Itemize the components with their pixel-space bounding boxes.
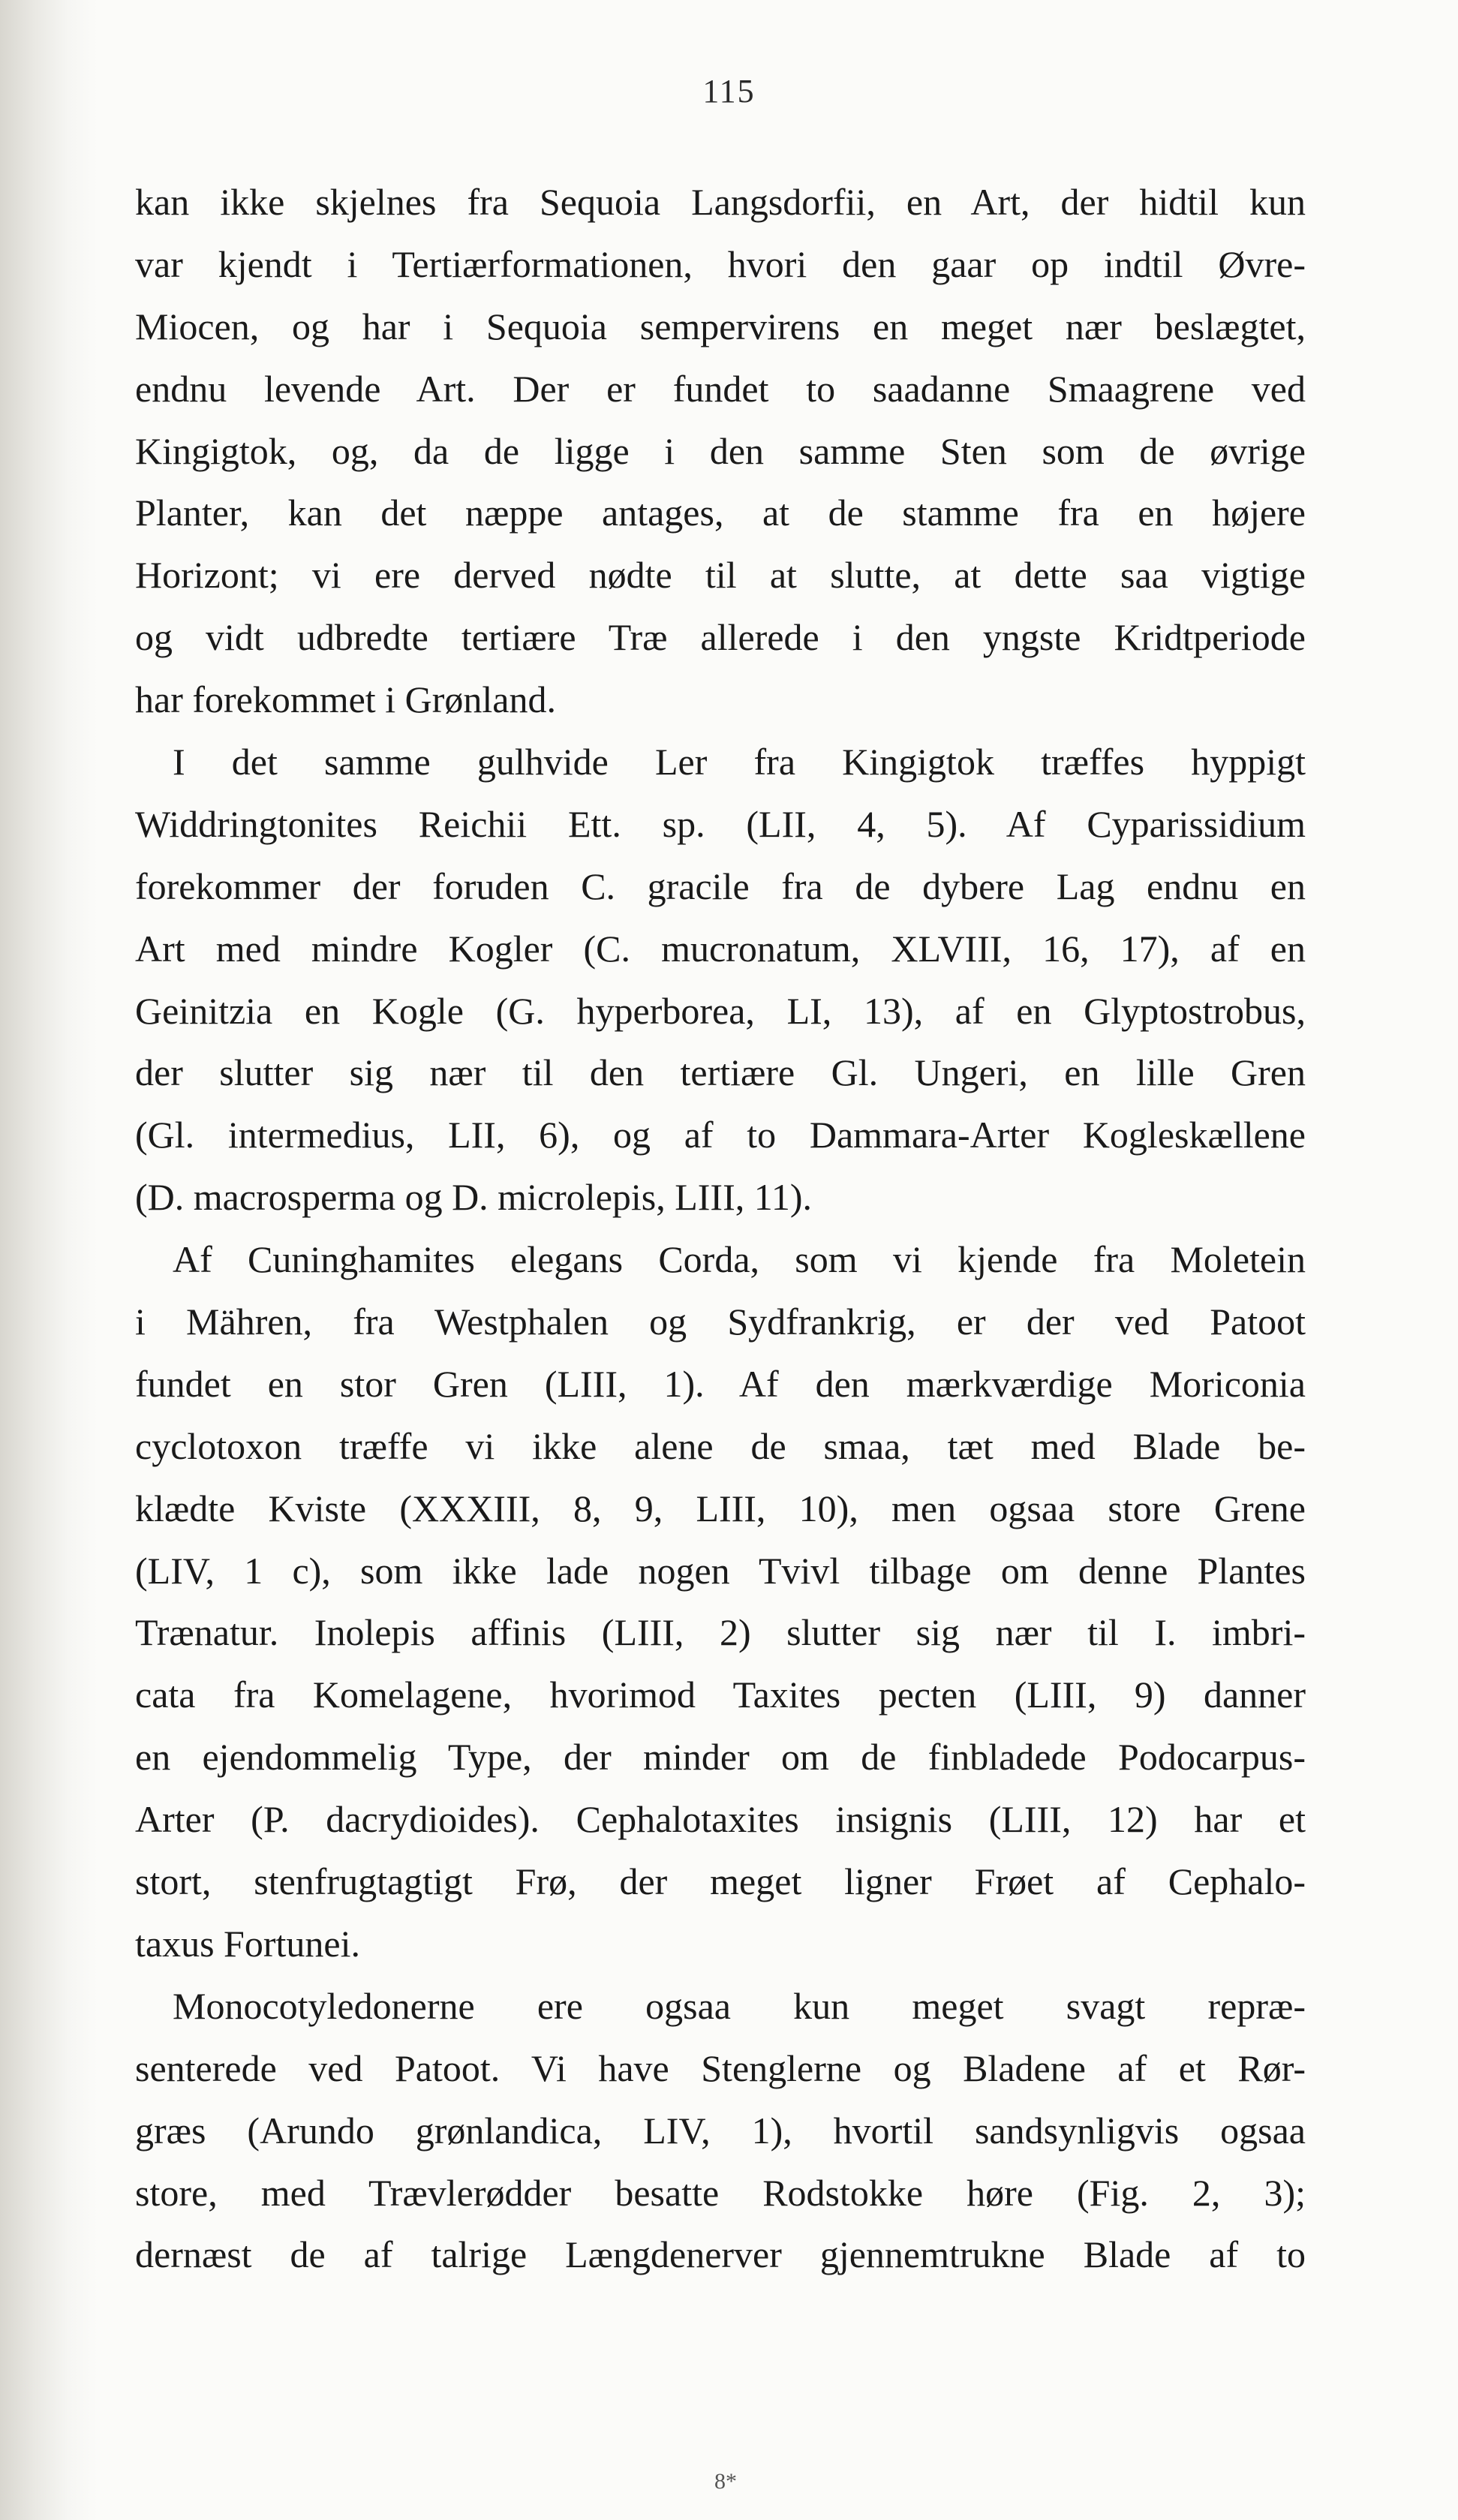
text-line: Trænatur. Inolepis affinis (LIII, 2) slutter sig nær til I. imbri- bbox=[135, 1611, 1306, 1654]
text-line: fundet en stor Gren (LIII, 1). Af den mærkværdige Moriconia bbox=[135, 1362, 1306, 1405]
paragraph-start-line: Af Cuninghamites elegans Corda, som vi kjende fra Moletein bbox=[173, 1238, 1306, 1281]
text-line: taxus Fortunei. bbox=[135, 1922, 360, 1965]
scan-shadow-edge bbox=[0, 0, 98, 2520]
text-line: cata fra Komelagene, hvorimod Taxites pecten (LIII, 9) danner bbox=[135, 1673, 1306, 1716]
text-line: var kjendt i Tertiærformationen, hvori den gaar op indtil Øvre- bbox=[135, 242, 1306, 285]
text-line: senterede ved Patoot. Vi have Stenglerne og Bladene af et Rør- bbox=[135, 2046, 1306, 2089]
text-line: en ejendommelig Type, der minder om de finbladede Podocarpus- bbox=[135, 1736, 1306, 1779]
text-line: Art med mindre Kogler (C. mucronatum, XLVIII, 16, 17), af en bbox=[135, 927, 1306, 970]
signature-mark: 8* bbox=[714, 2469, 737, 2494]
text-line: Horizont; vi ere derved nødte til at slutte, at dette saa vigtige bbox=[135, 554, 1306, 597]
text-line: har forekommet i Grønland. bbox=[135, 678, 556, 721]
text-line: Widdringtonites Reichii Ett. sp. (LII, 4, 5). Af Cyparissidium bbox=[135, 802, 1306, 845]
text-line: (D. macrosperma og D. microlepis, LIII, 11). bbox=[135, 1176, 813, 1219]
page-number: 115 bbox=[702, 73, 756, 110]
text-line: kan ikke skjelnes fra Sequoia Langsdorfii, en Art, der hidtil kun bbox=[135, 181, 1306, 223]
text-line: store, med Trævlerødder besatte Rodstokke høre (Fig. 2, 3); bbox=[135, 2171, 1306, 2214]
text-line: Arter (P. dacrydioides). Cephalotaxites insignis (LIII, 12) har et bbox=[135, 1798, 1306, 1841]
text-line: cyclotoxon træffe vi ikke alene de smaa, tæt med Blade be- bbox=[135, 1424, 1306, 1467]
paragraph-start-line: Monocotyledonerne ere ogsaa kun meget svagt repræ- bbox=[173, 1984, 1306, 2027]
body-text bbox=[135, 171, 1306, 2286]
text-line: græs (Arundo grønlandica, LIV, 1), hvortil sandsynligvis ogsaa bbox=[135, 2109, 1306, 2152]
text-line: forekommer der foruden C. gracile fra de dybere Lag endnu en bbox=[135, 865, 1306, 907]
text-line: i Mähren, fra Westphalen og Sydfrankrig, er der ved Patoot bbox=[135, 1301, 1306, 1343]
text-line: klædte Kviste (XXXIII, 8, 9, LIII, 10), men ogsaa store Grene bbox=[135, 1487, 1306, 1529]
text-line: Miocen, og har i Sequoia sempervirens en meget nær beslægtet, bbox=[135, 305, 1306, 347]
text-line: (Gl. intermedius, LII, 6), og af to Dammara-Arter Kogleskællene bbox=[135, 1114, 1306, 1156]
text-line: endnu levende Art. Der er fundet to saadanne Smaagrene ved bbox=[135, 367, 1306, 410]
text-line: der slutter sig nær til den tertiære Gl. Ungeri, en lille Gren bbox=[135, 1051, 1306, 1094]
text-line: stort, stenfrugtagtigt Frø, der meget ligner Frøet af Cephalo- bbox=[135, 1860, 1306, 1903]
text-line: Geinitzia en Kogle (G. hyperborea, LI, 13), af en Glyptostrobus, bbox=[135, 989, 1306, 1032]
paragraph-start-line: I det samme gulhvide Ler fra Kingigtok træffes hyppigt bbox=[173, 741, 1306, 783]
text-line: dernæst de af talrige Længdenerver gjennemtrukne Blade af to bbox=[135, 2233, 1306, 2276]
text-line: Kingigtok, og, da de ligge i den samme Sten som de øvrige bbox=[135, 429, 1306, 472]
text-line: (LIV, 1 c), som ikke lade nogen Tvivl tilbage om denne Plantes bbox=[135, 1549, 1306, 1592]
text-line: Planter, kan det næppe antages, at de stamme fra en højere bbox=[135, 492, 1306, 534]
text-line: og vidt udbredte tertiære Træ allerede i den yngste Kridtperiode bbox=[135, 616, 1306, 659]
